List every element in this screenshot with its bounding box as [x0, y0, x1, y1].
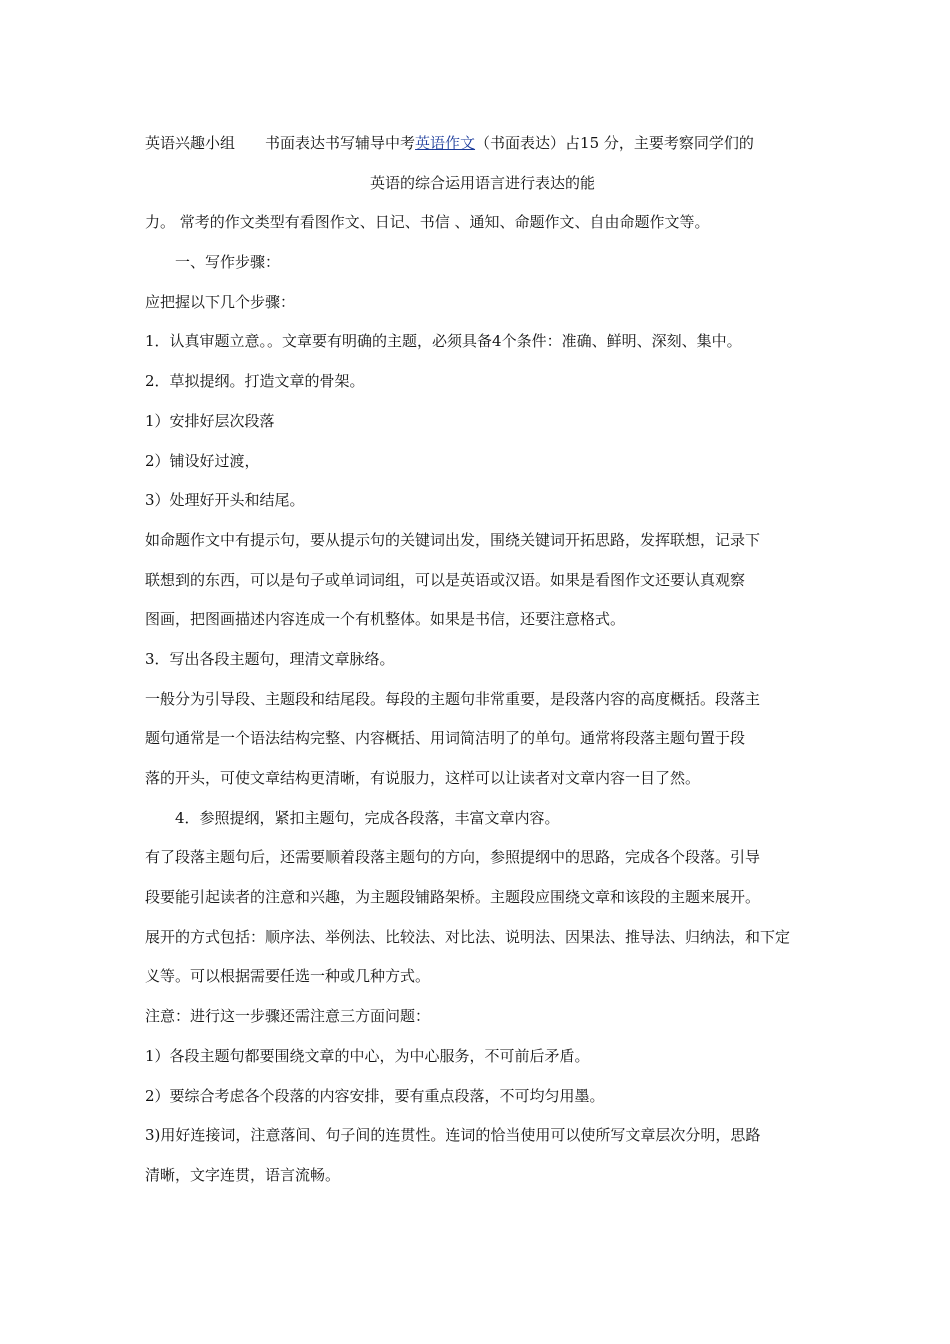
- intro-line: 力。 常考的作文类型有看图作文、日记、书信 、通知、命题作文、自由命题作文等。: [145, 213, 710, 232]
- sub-item-3: 3）处理好开头和结尾。: [145, 491, 305, 510]
- step-4: 4．参照提纲，紧扣主题句，完成各段落，丰富文章内容。: [175, 808, 560, 827]
- sub-item-2: 2）铺设好过渡，: [145, 451, 260, 470]
- header-text: 书面表达书写辅导中考: [265, 134, 416, 152]
- header-line-2: 英语的综合运用语言进行表达的能: [369, 173, 595, 192]
- step-2: 2．草拟提纲。打造文章的骨架。: [145, 372, 365, 391]
- note-title: 注意：进行这一步骤还需注意三方面问题：: [145, 1007, 431, 1026]
- step-1: 1．认真审题立意。。文章要有明确的主题，必须具备4个条件：准确、鲜明、深刻、集中。: [145, 332, 742, 351]
- paragraph-2-line: 一般分为引导段、主题段和结尾段。每段的主题句非常重要，是段落内容的高度概括。段落主: [145, 689, 761, 708]
- paragraph-3-line: 义等。可以根据需要任选一种或几种方式。: [145, 967, 431, 986]
- note-item-3-line: 清晰，文字连贯，语言流畅。: [145, 1165, 341, 1184]
- english-composition-link[interactable]: 英语作文: [415, 134, 476, 152]
- paragraph-2-line: 题句通常是一个语法结构完整、内容概括、用词简洁明了的单句。通常将段落主题句置于段: [145, 729, 746, 748]
- paragraph-1-line: 联想到的东西，可以是句子或单词词组，可以是英语或汉语。如果是看图作文还要认真观察: [145, 570, 746, 589]
- paragraph-1-line: 图画，把图画描述内容连成一个有机整体。如果是书信，还要注意格式。: [145, 610, 626, 629]
- note-item-3-line: 3)用好连接词，注意落间、句子间的连贯性。连词的恰当使用可以使所写文章层次分明，思路: [145, 1126, 761, 1145]
- document-body: [145, 124, 820, 1196]
- paragraph-3-line: 展开的方式包括：顺序法、举例法、比较法、对比法、说明法、因果法、推导法、归纳法，和下定: [145, 927, 791, 946]
- lead-line: 应把握以下几个步骤：: [145, 292, 296, 311]
- header-line: [145, 124, 820, 164]
- header-prefix: 英语兴趣小组: [145, 134, 236, 152]
- paragraph-3-line: 有了段落主题句后，还需要顺着段落主题句的方向，参照提纲中的思路，完成各个段落。引导: [145, 848, 761, 867]
- paragraph-3-line: 段要能引起读者的注意和兴趣，为主题段铺路架桥。主题段应围绕文章和该段的主题来展开。: [145, 888, 761, 907]
- paragraph-1-line: 如命题作文中有提示句，要从提示句的关键词出发，围绕关键词开拓思路，发挥联想，记录下: [145, 530, 761, 549]
- step-3: 3．写出各段主题句，理清文章脉络。: [145, 649, 395, 668]
- note-item-1: 1）各段主题句都要围绕文章的中心，为中心服务，不可前后矛盾。: [145, 1046, 590, 1065]
- header-text-after-link: （书面表达）占15 分，主要考察同学们的: [475, 134, 754, 152]
- sub-item-1: 1）安排好层次段落: [145, 411, 275, 430]
- section-title: 一、写作步骤：: [175, 253, 281, 272]
- note-item-2: 2）要综合考虑各个段落的内容安排，要有重点段落，不可均匀用墨。: [145, 1086, 605, 1105]
- paragraph-2-line: 落的开头，可使文章结构更清晰，有说服力，这样可以让读者对文章内容一目了然。: [145, 769, 701, 787]
